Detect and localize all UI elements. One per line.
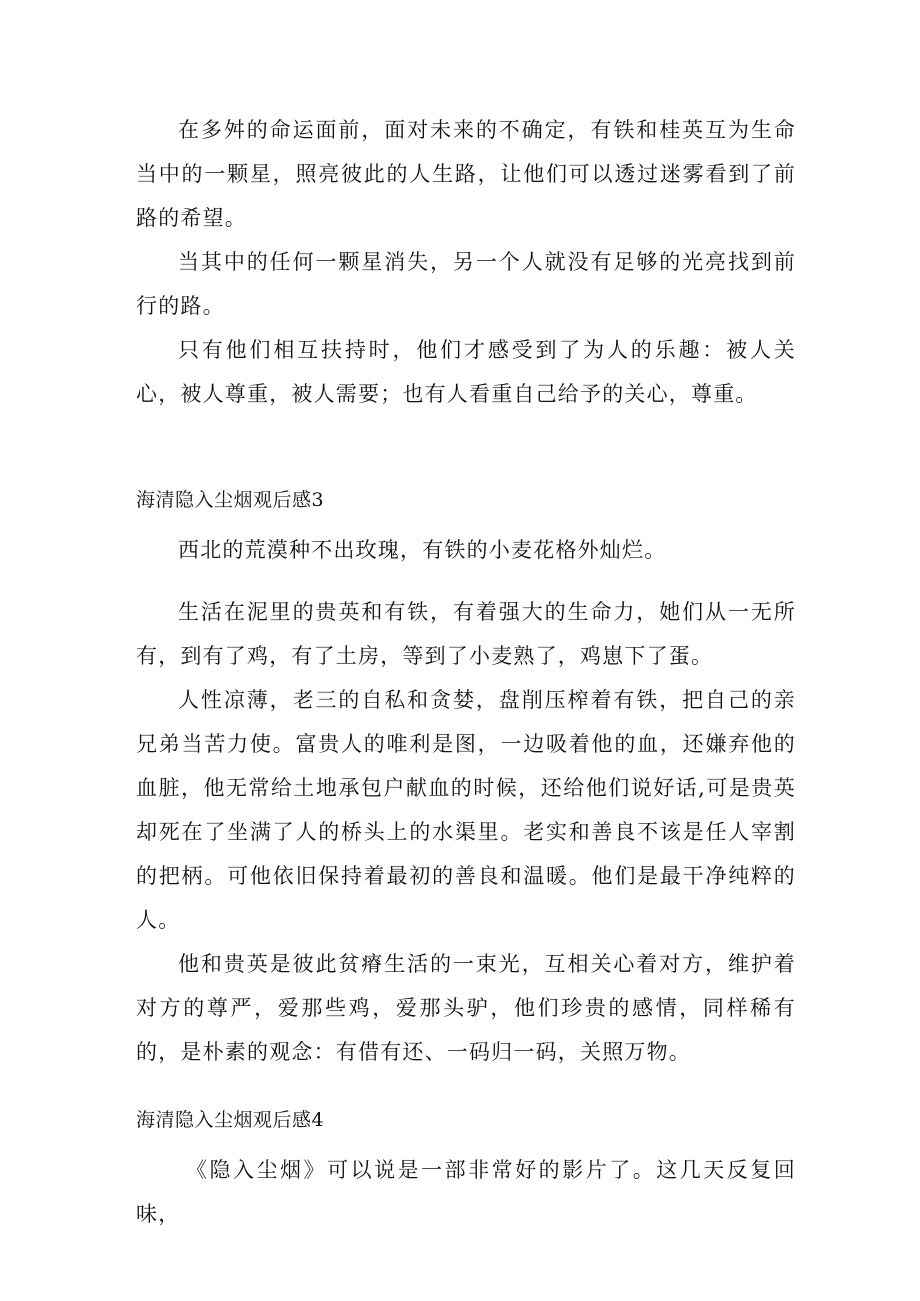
paragraph-wheat-flowers: 西北的荒漠种不出玫瑰，有铁的小麦花格外灿烂。 — [178, 538, 667, 562]
paragraph-film-review: 《隐入尘烟》可以说是一部非常好的影片了。这几天反复回味， — [136, 1158, 796, 1226]
paragraph-star-vanish: 当其中的任何一颗星消失，另一个人就没有足够的光亮找到前行的路。 — [136, 250, 796, 318]
section-heading-4: 海清隐入尘烟观后感4 — [136, 1109, 325, 1131]
paragraph-human-nature: 人性凉薄，老三的自私和贪婪，盘削压榨着有铁，把自己的亲兄弟当苦力使。富贵人的唯利是图，一边吸着他的血，还嫌弃他的血脏，他无常给土地承包户献血的时候，还给他们说好话,可是贵英却死在了坐满了人的桥头上的水渠里。老实和善良不该是任人宰割的把柄。可他依旧保持着最初的善良和温暖。他们是最干净纯粹的人。 — [136, 688, 796, 932]
section-heading-3: 海清隐入尘烟观后感3 — [136, 489, 325, 511]
paragraph-vitality: 生活在泥里的贵英和有铁，有着强大的生命力，她们从一无所有，到有了鸡，有了土房，等到了小麦熟了，鸡崽下了蛋。 — [136, 600, 796, 668]
paragraph-stars: 在多舛的命运面前，面对未来的不确定，有铁和桂英互为生命当中的一颗星，照亮彼此的人生路，让他们可以透过迷雾看到了前路的希望。 — [136, 118, 796, 230]
paragraph-beam-of-light: 他和贵英是彼此贫瘠生活的一束光，互相关心着对方，维护着对方的尊严，爱那些鸡，爱那头驴，他们珍贵的感情，同样稀有的，是朴素的观念：有借有还、一码归一码，关照万物。 — [136, 952, 796, 1064]
paragraph-mutual-support: 只有他们相互扶持时，他们才感受到了为人的乐趣：被人关心，被人尊重，被人需要；也有人看重自己给予的关心，尊重。 — [136, 338, 796, 406]
